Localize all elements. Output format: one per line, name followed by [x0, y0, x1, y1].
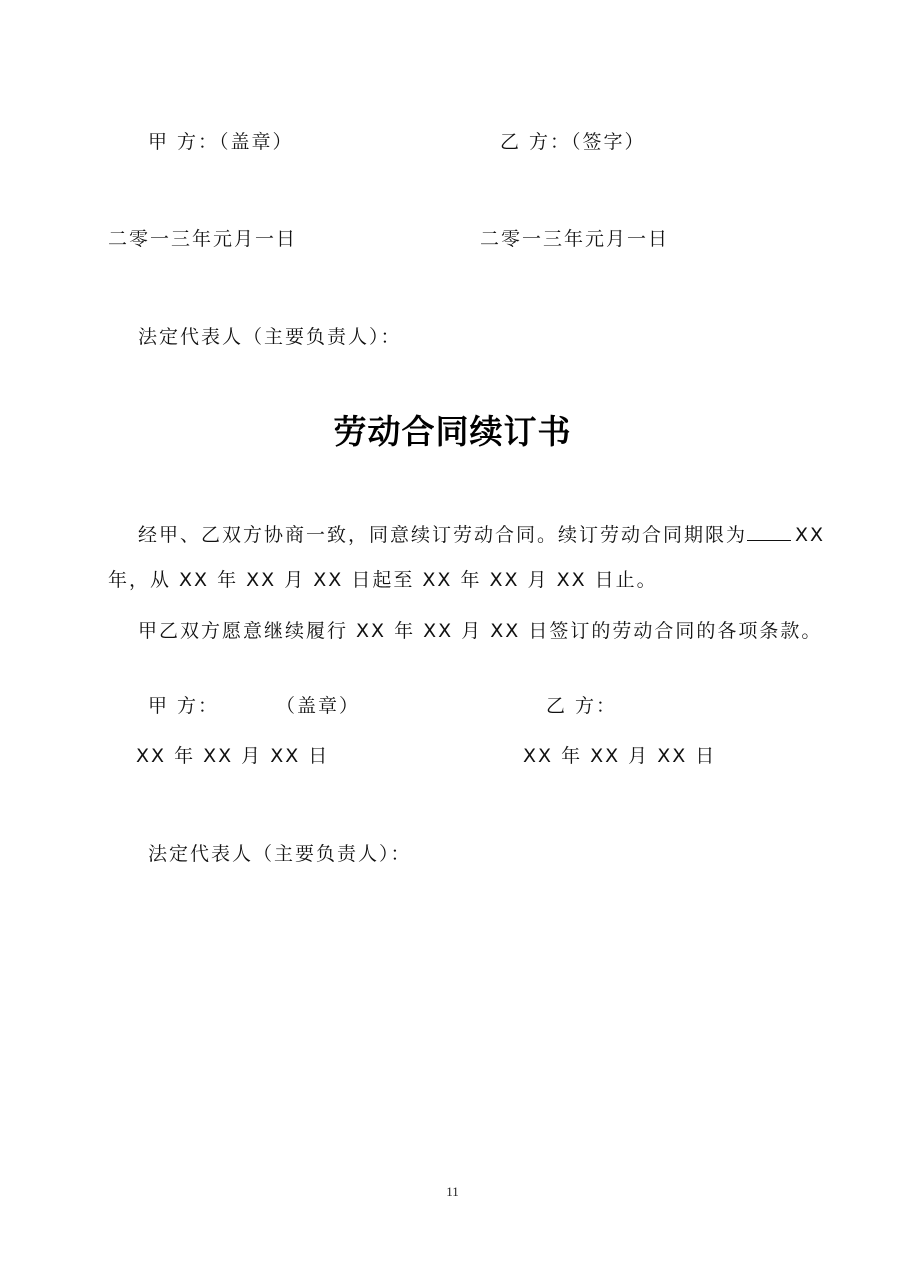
document-title: 劳动合同续订书: [333, 412, 572, 451]
renewal-party-a-label: 甲 方：: [148, 695, 220, 717]
term-value: XX: [795, 524, 826, 546]
renewal-party-a-date: XX 年 XX 月 XX 日: [136, 745, 330, 767]
renewal-legal-representative-label: 法定代表人（主要负责人）：: [148, 843, 412, 865]
paragraph-1-line-1: [138, 520, 825, 547]
renewal-party-b-label: 乙 方：: [546, 695, 618, 717]
party-a-date: 二零一三年元月一日: [108, 228, 298, 250]
renewal-party-a-seal: （盖章）: [276, 695, 361, 717]
term-blank-underline: [747, 520, 791, 541]
paragraph-1-text: 经甲、乙双方协商一致，同意续订劳动合同。续订劳动合同期限为: [138, 524, 748, 546]
paragraph-1-line-2: 年，从 XX 年 XX 月 XX 日起至 XX 年 XX 月 XX 日止。: [108, 569, 658, 591]
legal-representative-label: 法定代表人（主要负责人）：: [138, 326, 402, 348]
party-b-date: 二零一三年元月一日: [480, 228, 670, 250]
page-number: 11: [446, 1184, 459, 1199]
renewal-party-b-date: XX 年 XX 月 XX 日: [523, 745, 717, 767]
party-a-seal-label: 甲 方：（盖章）: [148, 131, 294, 153]
party-b-sign-label: 乙 方：（签字）: [500, 131, 646, 153]
paragraph-2: 甲乙双方愿意继续履行 XX 年 XX 月 XX 日签订的劳动合同的各项条款。: [138, 620, 823, 642]
